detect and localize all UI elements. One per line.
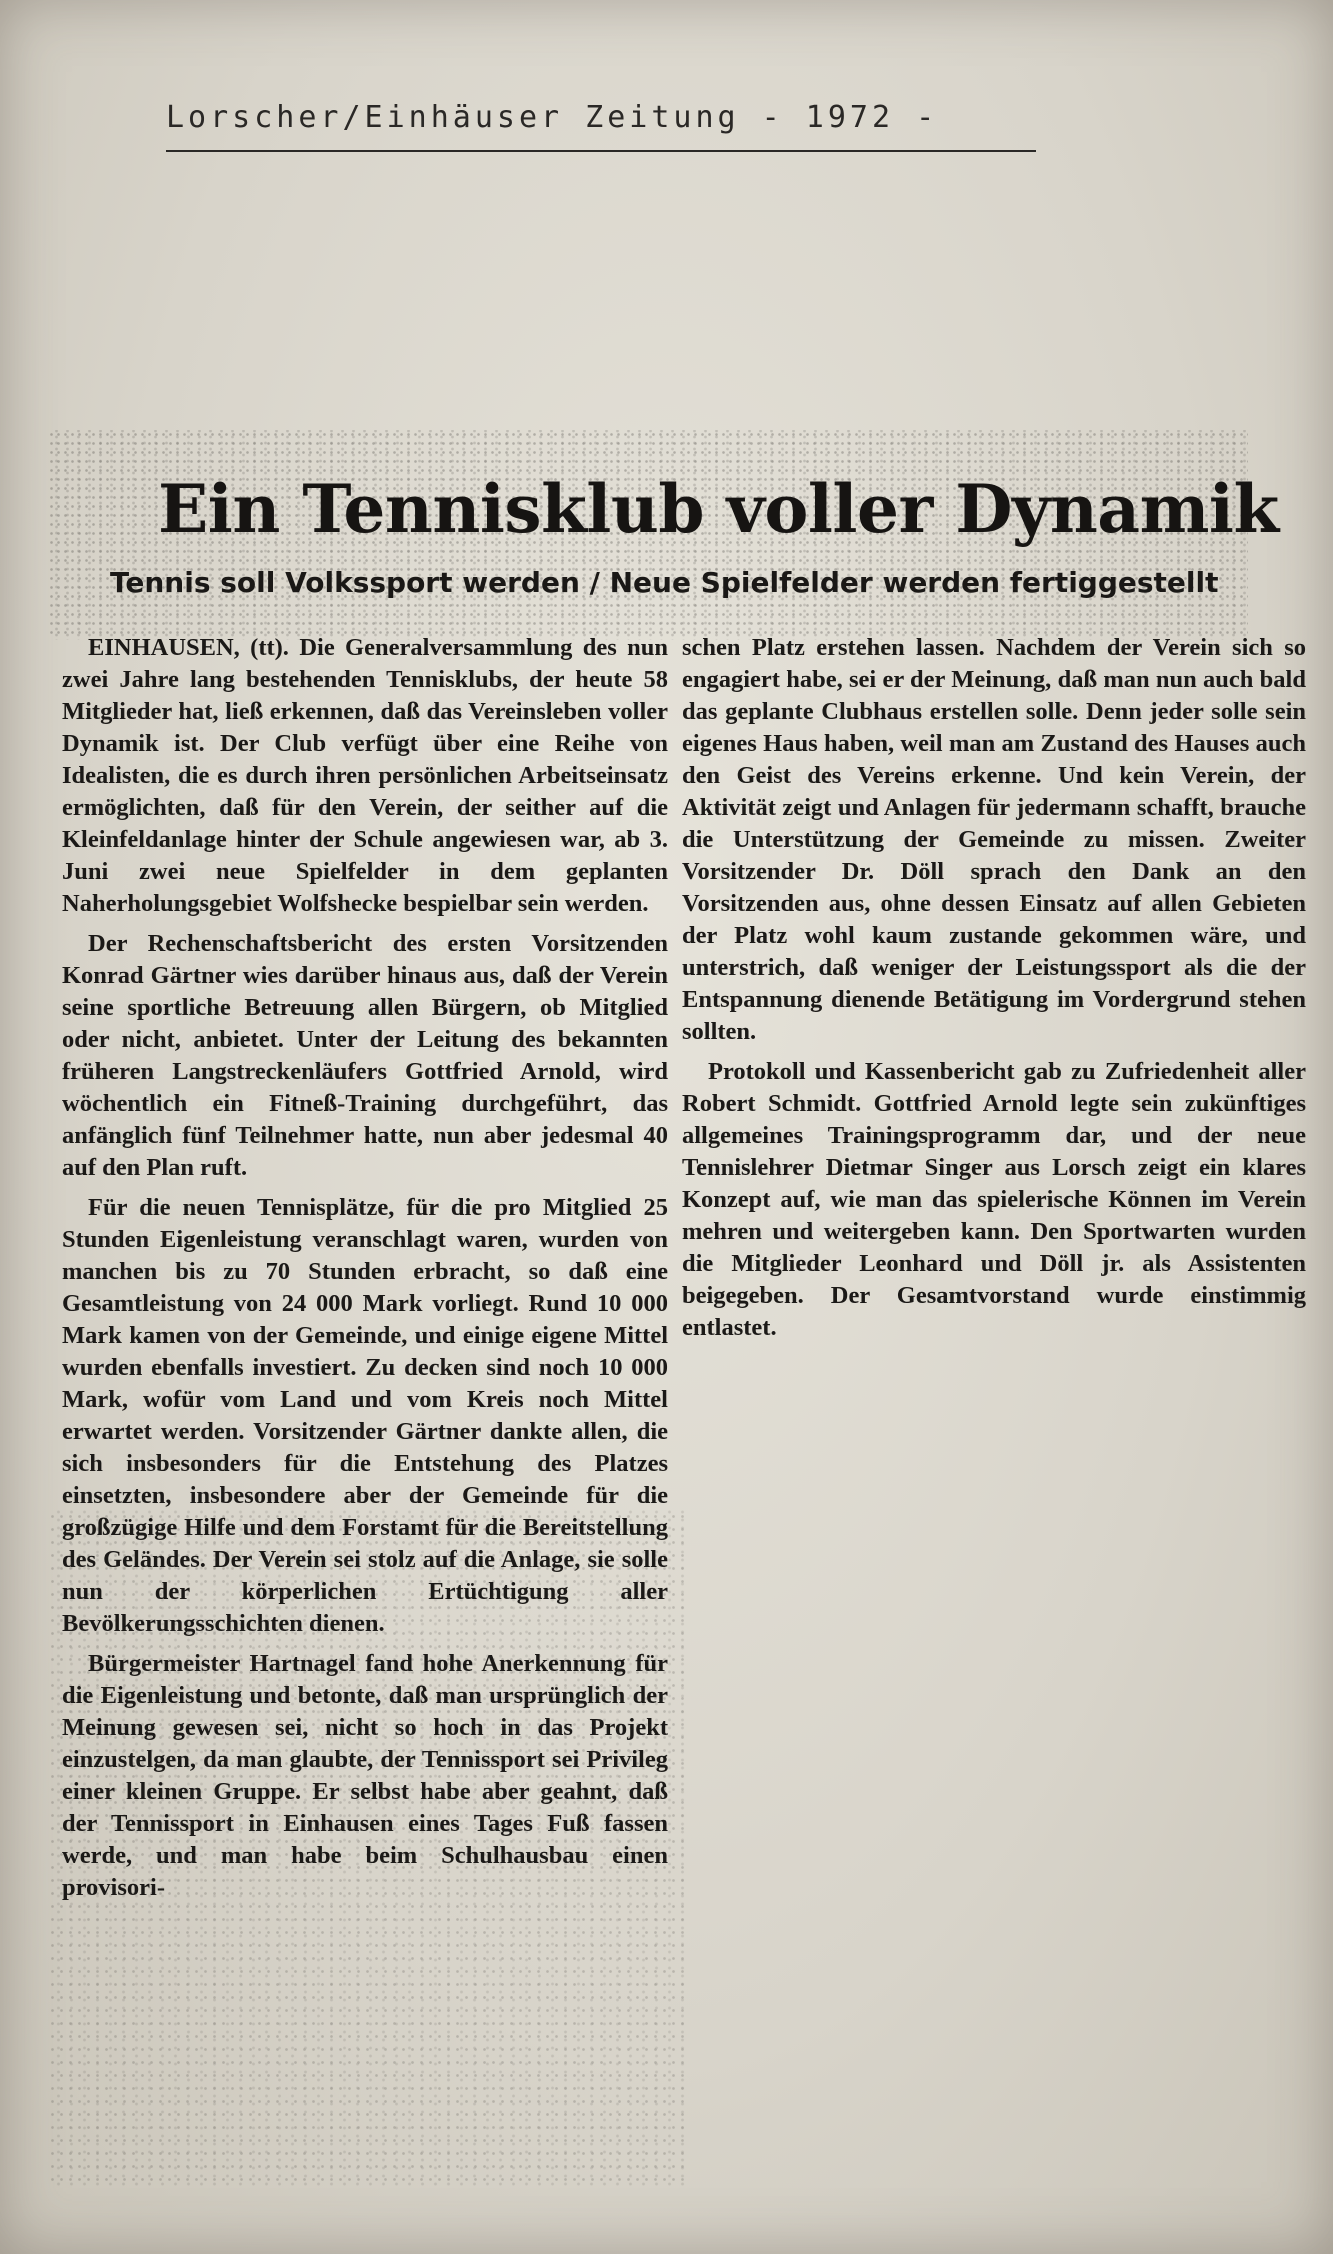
article-paragraph: Der Rechenschaftsbericht des ersten Vorsitzenden Konrad Gärtner wies darüber hinaus aus, daß der Verein seine sportliche Betreuung allen Bürgern, ob Mitglied oder nicht, anbietet. Unter der Leitung des bekannten früheren Langstreckenläufers Gottfried Arnold, wird wöchentlich ein Fitneß-Training durchgeführt, das anfänglich fünf Teilnehmer hatte, nun aber jedesmal 40 auf den Plan ruft.: [62, 930, 668, 1181]
article-paragraph: [62, 632, 668, 920]
article-subheadline: Tennis soll Volkssport werden / Neue Spielfelder werden fertiggestellt: [110, 566, 1219, 599]
article-column-left: [62, 632, 668, 1912]
article-paragraph: Für die neuen Tennisplätze, für die pro Mitglied 25 Stunden Eigenleistung veranschlagt waren, wurden von manchen bis zu 70 Stunden erbracht, so daß eine Gesamtleistung von 24 000 Mark vorliegt. Rund 10 000 Mark kamen von der Gemeinde, und einige eigene Mittel wurden ebenfalls investiert. Zu decken sind noch 10 000 Mark, wofür vom Land und vom Kreis noch Mittel erwartet werden. Vorsitzender Gärtner dankte allen, die sich insbesonders für die Entstehung des Platzes einsetzten, insbesondere aber der Gemeinde für die großzügige Hilfe und dem Forstamt für die Bereitstellung des Geländes. Der Verein sei stolz auf die Anlage, sie solle nun der körperlichen Ertüchtigung aller Bevölkerungsschichten dienen.: [62, 1194, 668, 1637]
source-header: Lorscher/Einhäuser Zeitung - 1972 -: [166, 100, 939, 135]
article-paragraph: schen Platz erstehen lassen. Nachdem der Verein sich so engagiert habe, sei er der Meinung, daß man nun auch bald das geplante Clubhaus erstellen solle. Denn jeder solle sein eigenes Haus haben, weil man am Zustand des Hauses auch den Geist des Vereins erkenne. Und kein Verein, der Aktivität zeigt und Anlagen für jedermann schafft, brauche die Unterstützung der Gemeinde zu missen. Zweiter Vorsitzender Dr. Döll sprach den Dank an den Vorsitzenden aus, ohne dessen Einsatz auf allen Gebieten der Platz wohl kaum zustande gekommen wäre, und unterstrich, daß weniger der Leistungssport als die der Entspannung dienende Betätigung im Vordergrund stehen sollten.: [682, 634, 1306, 1045]
source-underline: [166, 150, 1036, 152]
article-dateline: EINHAUSEN, (tt).: [88, 634, 289, 661]
article-paragraph-text: Die Generalversammlung des nun zwei Jahre lang bestehenden Tennisklubs, der heute 58 Mitglieder hat, ließ erkennen, daß das Vereinsleben voller Dynamik ist. Der Club verfügt über eine Reihe von Idealisten, die es durch ihren persönlichen Arbeitseinsatz ermöglichten, daß für den Verein, der seither auf die Kleinfeldanlage hinter der Schule angewiesen war, ab 3. Juni zwei neue Spielfelder in dem geplanten Naherholungsgebiet Wolfshecke bespielbar sein werden.: [62, 634, 668, 917]
article-paragraph: Protokoll und Kassenbericht gab zu Zufriedenheit aller Robert Schmidt. Gottfried Arnold legte sein zukünftiges allgemeines Trainingsprogramm dar, und der neue Tennislehrer Dietmar Singer aus Lorsch zeigt ein klares Konzept auf, wie man das spielerische Können im Verein mehren und weitergeben kann. Den Sportwarten wurden die Mitglieder Leonhard und Döll jr. als Assistenten beigegeben. Der Gesamtvorstand wurde einstimmig entlastet.: [682, 1058, 1306, 1341]
newspaper-clipping: [48, 430, 1306, 2190]
article-paragraph: Bürgermeister Hartnagel fand hohe Anerkennung für die Eigenleistung und betonte, daß man ursprünglich der Meinung gewesen sei, nicht so hoch in das Projekt einzustelgen, da man glaubte, der Tennissport sei Privileg einer kleinen Gruppe. Er selbst habe aber geahnt, daß der Tennissport in Einhausen eines Tages Fuß fassen werde, und man habe beim Schulhausbau einen provisori-: [62, 1650, 668, 1901]
article-column-right: [682, 632, 1306, 1352]
article-headline: Ein Tennisklub voller Dynamik: [158, 470, 1279, 548]
